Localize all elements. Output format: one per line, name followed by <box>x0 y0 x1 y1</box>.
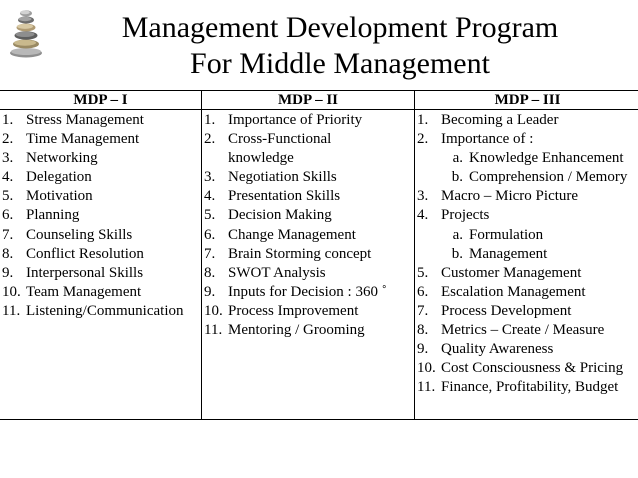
sub-list-item <box>417 226 638 245</box>
item-text: Conflict Resolution <box>26 245 144 262</box>
column-heading-mdp-3: MDP – III <box>415 91 638 110</box>
list-item <box>2 283 201 302</box>
list-item <box>417 111 638 130</box>
item-text: Delegation <box>26 169 92 186</box>
list-item <box>204 302 414 321</box>
list-item <box>204 283 414 302</box>
item-number: 8. <box>204 264 216 281</box>
item-number: 1. <box>417 112 429 128</box>
item-text: Management <box>469 245 548 262</box>
item-text: Planning <box>26 207 80 224</box>
item-number: 5. <box>204 207 216 224</box>
item-number: 4. <box>417 207 429 224</box>
item-text: Importance of Priority <box>228 112 363 128</box>
item-number: 2. <box>417 131 429 148</box>
list-item <box>417 359 638 378</box>
item-text: Macro – Micro Picture <box>441 188 579 205</box>
list-item <box>2 130 201 149</box>
item-text: Becoming a Leader <box>441 112 559 128</box>
item-text: Interpersonal Skills <box>26 264 144 281</box>
item-number: 7. <box>204 245 216 262</box>
item-number: b. <box>451 169 463 186</box>
item-number: 11. <box>417 379 436 396</box>
item-number: a. <box>452 150 463 167</box>
item-text: Projects <box>441 207 490 224</box>
item-number: 9. <box>204 283 216 300</box>
item-number: 8. <box>2 245 14 262</box>
list-item <box>417 283 638 302</box>
list-item <box>417 302 638 321</box>
list-item <box>204 321 414 340</box>
item-text: Listening/Communication <box>26 302 184 319</box>
title-line-2: For Middle Management <box>190 47 490 80</box>
list-item <box>2 111 201 130</box>
item-number: 2. <box>204 131 216 148</box>
sub-list-item <box>417 168 638 187</box>
item-number: 4. <box>204 188 216 205</box>
list-item <box>2 245 201 264</box>
item-number: 6. <box>2 207 14 224</box>
item-text: Decision Making <box>228 207 332 224</box>
item-text: Knowledge Enhancement <box>469 150 624 167</box>
item-text: Brain Storming concept <box>228 245 372 262</box>
item-number: 9. <box>2 264 14 281</box>
list-item <box>417 340 638 359</box>
list-item <box>2 149 201 168</box>
item-text: Presentation Skills <box>228 188 341 205</box>
item-text: Process Improvement <box>228 302 359 319</box>
title-line-1: Management Development Program <box>121 11 559 44</box>
item-number: 1. <box>2 112 14 128</box>
item-number: a. <box>452 226 463 243</box>
list-item <box>204 226 414 245</box>
item-text: SWOT Analysis <box>228 264 326 281</box>
content-row <box>0 110 638 420</box>
item-text: Stress Management <box>26 112 144 128</box>
item-text: Escalation Management <box>441 283 586 300</box>
list-item <box>417 206 638 225</box>
item-number: 7. <box>2 226 14 243</box>
sub-list-item <box>417 245 638 264</box>
list-item <box>204 111 414 130</box>
item-number: b. <box>451 245 463 262</box>
item-text: Team Management <box>26 283 142 300</box>
item-number: 5. <box>417 264 429 281</box>
list-item <box>204 149 414 168</box>
item-number: 9. <box>417 341 429 358</box>
list-item <box>204 206 414 225</box>
item-text: Metrics – Create / Measure <box>441 322 605 339</box>
list-item <box>204 245 414 264</box>
item-text: Inputs for Decision : 360 ˚ <box>228 283 387 300</box>
list-item <box>2 226 201 245</box>
column-heading-mdp-2: MDP – II <box>202 91 415 110</box>
mdp-1-topic-list <box>0 110 201 321</box>
item-number: 11. <box>2 302 21 319</box>
list-item <box>417 378 638 397</box>
item-text: Customer Management <box>441 264 582 281</box>
column-cell-mdp-2 <box>202 110 415 420</box>
mdp-2-topic-list <box>202 110 414 340</box>
item-number: 10. <box>417 360 436 377</box>
item-number: 10. <box>204 302 223 319</box>
item-number: 5. <box>2 188 14 205</box>
list-item <box>2 168 201 187</box>
item-number: 3. <box>417 188 429 205</box>
item-number: 10. <box>2 283 21 300</box>
item-number: 6. <box>204 226 216 243</box>
item-text: Counseling Skills <box>26 226 133 243</box>
item-number: 7. <box>417 302 429 319</box>
item-text: Cross-Functional <box>228 131 332 148</box>
list-item <box>204 187 414 206</box>
item-text: Quality Awareness <box>441 341 554 358</box>
list-item <box>204 264 414 283</box>
list-item <box>417 130 638 149</box>
column-cell-mdp-1 <box>0 110 202 420</box>
item-text: Process Development <box>441 302 572 319</box>
item-number: 1. <box>204 112 216 128</box>
item-number: 3. <box>204 169 216 186</box>
list-item <box>417 187 638 206</box>
list-item <box>417 264 638 283</box>
item-number: 8. <box>417 322 429 339</box>
item-text: Formulation <box>469 226 544 243</box>
item-text: Negotiation Skills <box>228 169 337 186</box>
mdp-3-topic-list <box>415 110 638 397</box>
list-item <box>204 130 414 149</box>
item-number: 4. <box>2 169 14 186</box>
item-text: Time Management <box>26 131 140 148</box>
stacked-stones-logo <box>8 4 44 58</box>
item-number: 2. <box>2 131 14 148</box>
item-number: 6. <box>417 283 429 300</box>
list-item <box>2 206 201 225</box>
column-heading-mdp-1: MDP – I <box>0 91 202 110</box>
item-text: knowledge <box>228 150 294 167</box>
item-text: Cost Consciousness & Pricing <box>441 360 624 377</box>
item-text: Motivation <box>26 188 93 205</box>
column-cell-mdp-3 <box>415 110 638 420</box>
page-title <box>60 10 620 82</box>
list-item <box>204 168 414 187</box>
list-item <box>2 264 201 283</box>
item-text: Networking <box>26 150 98 167</box>
item-number: 11. <box>204 322 223 339</box>
item-text: Importance of : <box>441 131 534 148</box>
item-text: Mentoring / Grooming <box>228 322 365 339</box>
list-item <box>2 187 201 206</box>
item-text: Comprehension / Memory <box>469 169 628 186</box>
mdp-table <box>0 90 638 420</box>
header-row <box>0 91 638 110</box>
list-item <box>417 321 638 340</box>
list-item <box>2 302 201 321</box>
sub-list-item <box>417 149 638 168</box>
item-number: 3. <box>2 150 14 167</box>
item-text: Finance, Profitability, Budget <box>441 379 619 396</box>
item-text: Change Management <box>228 226 356 243</box>
